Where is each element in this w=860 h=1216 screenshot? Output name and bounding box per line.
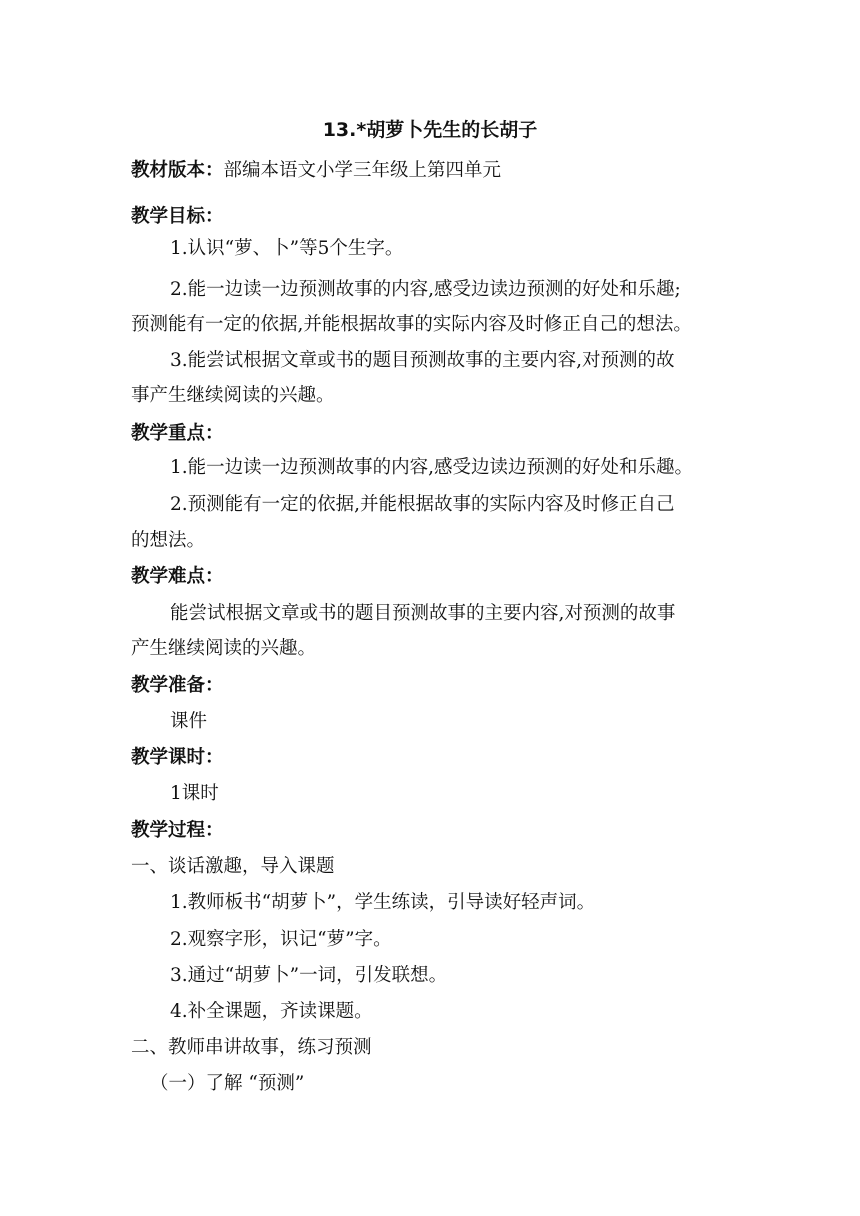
process-section-1: 一、谈话激趣，导入课题 [131,856,335,877]
process-step: 4.补全课题，齐读课题。 [170,1001,373,1022]
process-subsection: （一）了解 “预测” [150,1073,305,1094]
key-point-item-cont: 的想法。 [131,530,206,551]
process-step: 1.教师板书“胡萝卜”，学生练读，引导读好轻声词。 [170,892,596,913]
objective-item-cont: 事产生继续阅读的兴趣。 [131,385,335,406]
objective-item: 1.认识“萝、卜”等5个生字。 [170,238,404,259]
difficulty-text-cont: 产生继续阅读的兴趣。 [131,638,317,659]
period-text: 1课时 [170,783,219,804]
period-heading: 教学课时： [131,747,224,768]
preparation-heading: 教学准备： [131,675,224,696]
difficulty-text: 能尝试根据文章或书的题目预测故事的主要内容,对预测的故事 [170,603,676,624]
key-point-item: 2.预测能有一定的依据,并能根据故事的实际内容及时修正自己 [170,494,675,515]
process-section-2: 二、教师串讲故事，练习预测 [131,1037,372,1058]
objectives-heading: 教学目标： [131,206,224,227]
lesson-title: 13.*胡萝卜先生的长胡子 [322,119,538,141]
version-line [131,157,501,185]
process-heading: 教学过程： [131,820,224,841]
objective-item-cont: 预测能有一定的依据,并能根据故事的实际内容及时修正自己的想法。 [131,314,692,335]
objective-item: 3.能尝试根据文章或书的题目预测故事的主要内容,对预测的故 [170,350,675,371]
difficulty-heading: 教学难点： [131,566,224,587]
key-point-item: 1.能一边读一边预测故事的内容,感受边读边预测的好处和乐趣。 [170,457,694,478]
preparation-text: 课件 [170,711,208,732]
key-points-heading: 教学重点： [131,423,224,444]
version-label: 教材版本： [131,160,224,181]
process-step: 3.通过“胡萝卜”一词，引发联想。 [170,965,448,986]
process-step: 2.观察字形，识记“萝”字。 [170,929,392,950]
version-text: 部编本语文小学三年级上第四单元 [223,160,502,181]
objective-item: 2.能一边读一边预测故事的内容,感受边读边预测的好处和乐趣; [170,279,681,300]
